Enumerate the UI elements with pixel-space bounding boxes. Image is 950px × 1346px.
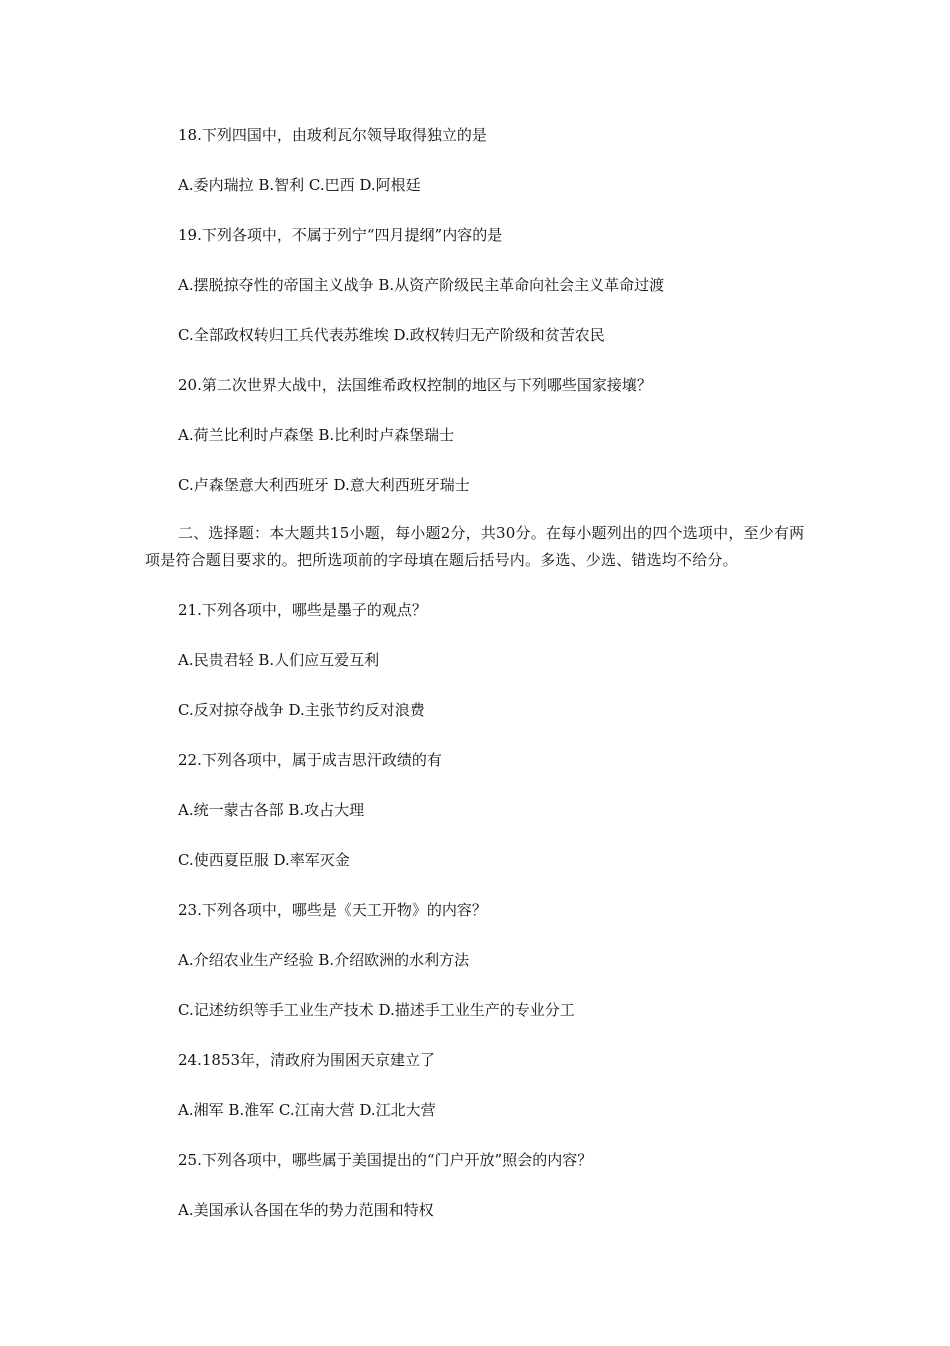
question-24-options: A.湘军 B.淮军 C.江南大营 D.江北大营 [178,1101,436,1119]
question-19: 19.下列各项中，不属于列宁“四月提纲”内容的是 [178,226,503,244]
question-21: 21.下列各项中，哪些是墨子的观点？ [178,601,427,619]
question-25-option-a: A.美国承认各国在华的势力范围和特权 [178,1201,434,1219]
question-21-options-ab: A.民贵君轻 B.人们应互爱互利 [178,651,380,669]
question-23-options-ab: A.介绍农业生产经验 B.介绍欧洲的水利方法 [178,951,470,969]
question-21-options-cd: C.反对掠夺战争 D.主张节约反对浪费 [178,701,425,719]
question-24: 24.1853年，清政府为围困天京建立了 [178,1051,436,1069]
question-19-options-cd: C.全部政权转归工兵代表苏维埃 D.政权转归无产阶级和贫苦农民 [178,326,605,344]
question-22-options-cd: C.使西夏臣服 D.率军灭金 [178,851,350,869]
question-20-options-cd: C.卢森堡意大利西班牙 D.意大利西班牙瑞士 [178,476,470,494]
question-22: 22.下列各项中，属于成吉思汗政绩的有 [178,751,442,769]
question-19-options-ab: A.摆脱掠夺性的帝国主义战争 B.从资产阶级民主革命向社会主义革命过渡 [178,276,665,294]
question-25: 25.下列各项中，哪些属于美国提出的“门户开放”照会的内容？ [178,1151,593,1169]
section-two-instructions: 二、选择题：本大题共15小题，每小题2分，共30分。在每小题列出的四个选项中，至少有两项是符合题目要求的。把所选项前的字母填在题后括号内。多选、少选、错选均不给分。 [145,524,805,569]
question-20-options-ab: A.荷兰比利时卢森堡 B.比利时卢森堡瑞士 [178,426,455,444]
question-20: 20.第二次世界大战中，法国维希政权控制的地区与下列哪些国家接壤？ [178,376,652,394]
question-22-options-ab: A.统一蒙古各部 B.攻占大理 [178,801,365,819]
question-18: 18.下列四国中，由玻利瓦尔领导取得独立的是 [178,126,487,144]
question-23: 23.下列各项中，哪些是《天工开物》的内容？ [178,901,487,919]
question-18-options: A.委内瑞拉 B.智利 C.巴西 D.阿根廷 [178,176,421,194]
question-23-options-cd: C.记述纺织等手工业生产技术 D.描述手工业生产的专业分工 [178,1001,575,1019]
